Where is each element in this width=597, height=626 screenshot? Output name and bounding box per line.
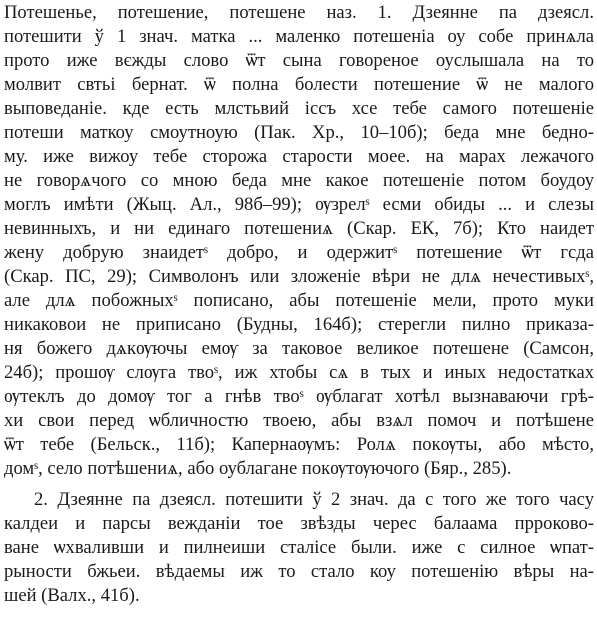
text-line: 2. Дзеянне па дзеясл. потешити ў 2 знач. да с того же того часу xyxy=(34,489,594,510)
text-line: выповеданіе. кде есть млстьвий іссъ хсе тебе самого потешеніе xyxy=(4,98,594,119)
text-line: никаковои не приписано (Будны, 164б); стерегли пилно приказа- xyxy=(4,314,594,335)
text-line: невинныхъ, и ни единаго потешениѧ (Скар. ЕК, 7б); Кто наидет xyxy=(4,218,594,239)
text-line: шей (Валх., 41б). xyxy=(4,585,140,606)
text-line: хи свои перед ѡбличностю твоею, абы взѧл помоч и потѣшене xyxy=(4,410,594,431)
dictionary-page xyxy=(4,0,594,626)
text-line: му. иже вижоу тебе сторожа старости моее. на марах лежачого xyxy=(4,146,594,167)
text-line: потеши маткоу смоутноую (Пак. Хр., 10–10б); беда мне бедно- xyxy=(4,122,594,143)
text-line: ване ѡхваливши и пилнеиши сталісе были. иже с силное ѡпат- xyxy=(4,537,594,558)
text-line: ѹтеклъ до домѹ тог а гнѣв твоˢ ѹблагат хотѣл вызнаваючи грѣ- xyxy=(4,386,594,407)
text-line: але длѧ побожныхˢ пописано, абы потешеніе мели, прото муки xyxy=(4,290,594,311)
text-line: ѿт тебе (Бельск., 11б); Капернаѹмъ: Ролѧ покѹты, або мѣсто, xyxy=(4,434,594,455)
text-line: молвит свтьі бернат. ѿ полна болести потешение ѿ не малого xyxy=(4,74,594,95)
text-line: (Скар. ПС, 29); Символонъ или зложеніе вѣри не длѧ нечестивыхˢ, xyxy=(4,266,594,287)
text-line: 24б); прошѹ слѹга твоˢ, иж хтобы сѧ в тых и иных недостатках xyxy=(4,362,594,383)
text-line: ня божего дѧкѹючы емѹ за таковое великое потешене (Самсон, xyxy=(4,338,594,359)
text-line: домˢ, село потѣшениѧ, або оублагане покѹтѹючого (Бяр., 285). xyxy=(4,458,512,479)
text-line: жену добрую знаидетˢ добро, и одержитˢ потешение ѿт гсда xyxy=(4,242,594,263)
text-line: не говорѧчого со мною беда мне какое потешеніе потом боудоу xyxy=(4,170,594,191)
text-line: моглъ имѣти (Жыц. Ал., 98б–99); ѹзрелˢ есми обиды ... и слезы xyxy=(4,194,594,215)
text-line: рыности бжьеи. вѣдаемы иж то стало коу потешенію вѣры на- xyxy=(4,561,594,582)
text-line: прото иже вєжды слово ѿт сына говореное оуслышала на то xyxy=(4,50,594,71)
text-line: потешити ў 1 знач. матка ... маленко потешеніа оу собе принѧла xyxy=(4,26,594,47)
text-line: калдеи и парсы вежданіи тое звѣзды черес балаама прроково- xyxy=(4,513,594,534)
text-line: Потешенье, потешение, потешене наз. 1. Дзеянне па дзеясл. xyxy=(4,2,594,23)
